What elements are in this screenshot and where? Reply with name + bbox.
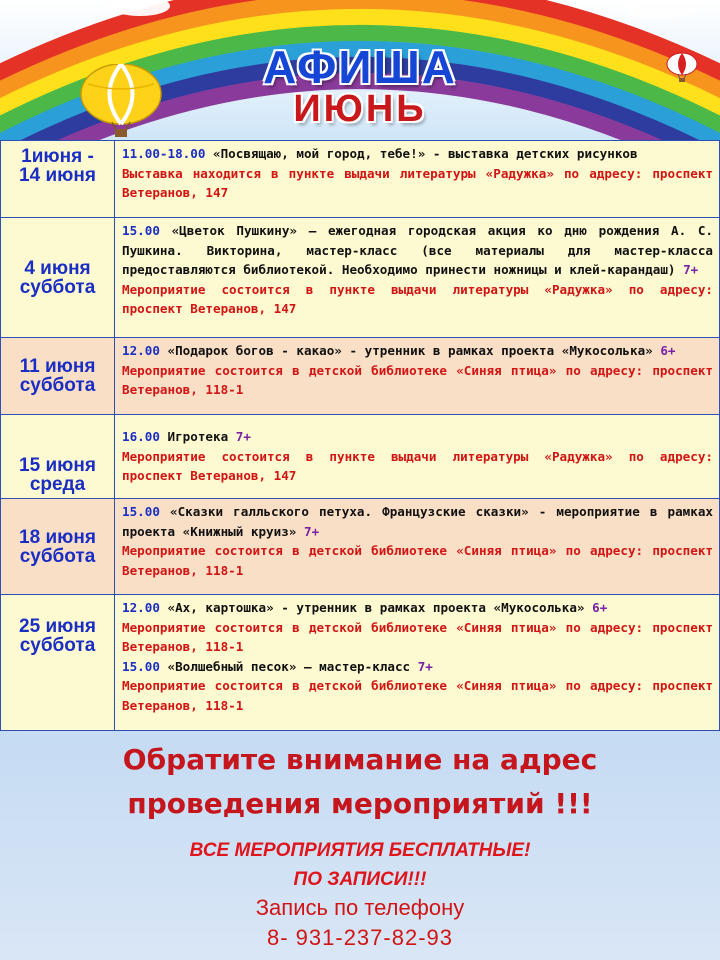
event-title: «Сказки галльского петуха. Французские сказки» - мероприятие в рамках проекта «Книжный круиз» — [122, 504, 713, 539]
date-line: суббота — [19, 635, 96, 656]
phone-label: Запись по телефону — [255, 895, 465, 920]
age-rating: 7+ — [235, 429, 251, 444]
event-time: 12.00 — [122, 600, 160, 615]
date-line: 14 июня — [19, 165, 96, 186]
event-info-cell — [115, 499, 720, 595]
poster-header — [0, 0, 720, 140]
date-cell — [1, 141, 115, 218]
table-row — [1, 499, 720, 595]
schedule-table — [0, 140, 720, 731]
event-time: 11.00-18.00 — [122, 146, 206, 161]
event-location: Мероприятие состоится в детской библиотеке «Синяя птица» по адресу: проспект Ветеранов, 118-1 — [122, 543, 713, 578]
event-time: 15.00 — [122, 223, 160, 238]
date-cell — [1, 218, 115, 338]
event-title: «Посвящаю, мой город, тебе!» - выставка детских рисунков — [205, 146, 638, 161]
event-location: Мероприятие состоится в детской библиотеке «Синяя птица» по адресу: проспект Ветеранов, 118-1 — [122, 619, 713, 654]
date-line: суббота — [19, 375, 96, 396]
event-location: Мероприятие состоится в детской библиотеке «Синяя птица» по адресу: проспект Ветеранов, 118-1 — [122, 678, 713, 713]
event-info-cell — [115, 415, 720, 499]
event-title: «Подарок богов - какао» - утренник в рамках проекта «Мукосолька» — [159, 343, 661, 358]
date-line: 15 июня — [19, 455, 96, 476]
event-time: 16.00 — [122, 429, 160, 444]
event-location: Выставка находится в пункте выдачи литературы «Радужка» по адресу: проспект Ветеранов, 147 — [122, 165, 713, 200]
date-line: 11 июня — [19, 356, 96, 377]
event-title: «Цветок Пушкину» – ежегодная городская акция ко дню рождения А. С. Пушкина. Викторина, мастер-класс (все материалы для мастер-класса предоставляются библиотекой. Необходимо принести ножницы и клей-карандаш) — [122, 223, 713, 277]
date-line: 4 июня — [24, 257, 91, 279]
event-info-cell — [115, 218, 720, 338]
notice-line: проведения мероприятий !!! — [127, 787, 593, 820]
date-line: 1июня - — [21, 146, 94, 167]
free-events-note — [0, 836, 720, 894]
free-line: ВСЕ МЕРОПРИЯТИЯ БЕСПЛАТНЫЕ! — [189, 840, 531, 861]
age-rating: 6+ — [660, 343, 676, 358]
event-info-cell — [115, 595, 720, 731]
age-rating: 7+ — [683, 262, 699, 277]
phone-number[interactable]: 8- 931-237-82-93 — [266, 925, 453, 950]
date-line: 25 июня — [19, 616, 96, 637]
event-time: 15.00 — [122, 504, 160, 519]
date-line: суббота — [19, 545, 96, 567]
age-rating: 7+ — [303, 523, 320, 539]
date-cell — [1, 595, 115, 731]
event-time: 12.00 — [122, 343, 160, 358]
date-line: среда — [29, 474, 86, 495]
notice-line: Обратите внимание на адрес — [122, 743, 598, 776]
event-location: Мероприятие состоится в пункте выдачи литературы «Радужка» по адресу: проспект Ветеранов, 147 — [122, 448, 713, 483]
event-title: Игротека — [159, 429, 236, 444]
date-line: 18 июня — [19, 526, 96, 548]
date-line: суббота — [19, 276, 96, 298]
table-row — [1, 595, 720, 731]
event-info-cell — [115, 141, 720, 218]
page-title: АФИША — [263, 41, 457, 93]
table-row — [1, 338, 720, 415]
age-rating: 7+ — [417, 658, 433, 674]
table-row — [1, 415, 720, 499]
event-location: Мероприятие состоится в пункте выдачи литературы «Радужка» по адресу: проспект Ветеранов, 147 — [122, 281, 713, 316]
event-info-cell — [115, 338, 720, 415]
date-cell — [1, 338, 115, 415]
date-cell — [1, 415, 115, 499]
address-notice — [0, 738, 720, 826]
date-cell — [1, 499, 115, 595]
event-title: «Волшебный песок» – мастер-класс — [159, 658, 418, 674]
age-rating: 6+ — [592, 600, 608, 615]
page-subtitle: ИЮНЬ — [293, 88, 427, 130]
event-location: Мероприятие состоится в детской библиотеке «Синяя птица» по адресу: проспект Ветеранов, 118-1 — [122, 362, 713, 397]
table-row — [1, 218, 720, 338]
table-row — [1, 141, 720, 218]
registration-line: ПО ЗАПИСИ!!! — [293, 869, 427, 890]
event-title: «Ах, картошка» - утренник в рамках проекта «Мукосолька» — [159, 600, 593, 615]
event-time: 15.00 — [122, 658, 160, 674]
